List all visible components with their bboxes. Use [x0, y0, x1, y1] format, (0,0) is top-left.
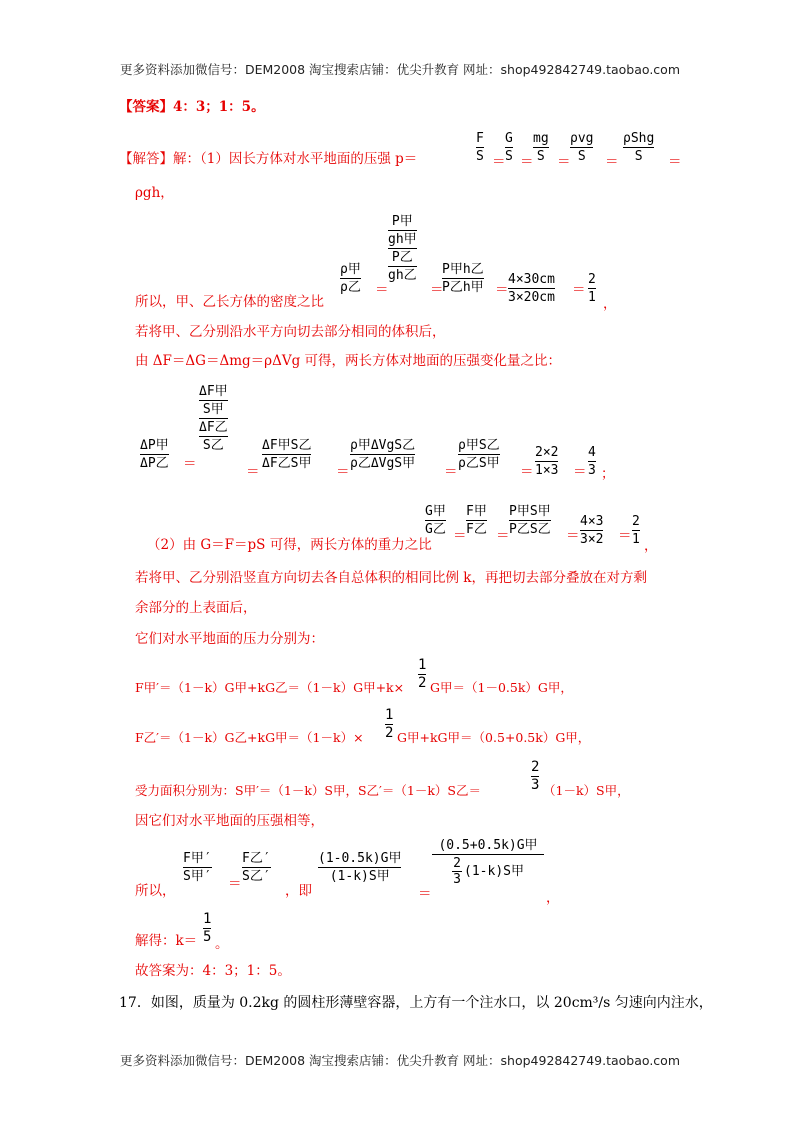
area-b: （1－k）S甲，: [543, 783, 630, 798]
pressure-frac: G S: [505, 131, 513, 164]
cut-line: 若将甲、乙分别沿水平方向切去部分相同的体积后，: [135, 324, 446, 340]
weight-frac-b: F甲 F乙: [466, 504, 487, 537]
two-thirds-frac: 2 3: [531, 759, 540, 793]
solution-intro: 【解答】解：（1）因长方体对水平地面的压强 p＝: [119, 151, 418, 167]
eq-frac-c: (1-0.5k)G甲 (1-k)S甲: [318, 851, 402, 884]
vertical-cut-2: 余部分的上表面后，: [135, 600, 257, 616]
f-jia-b: G甲＝（1－0.5k）G甲，: [430, 680, 573, 695]
half-frac-2: 1 2: [385, 707, 394, 741]
final-answer: 故答案为：4：3；1：5。: [135, 963, 291, 979]
weight-frac-d: 4×3 3×2: [580, 514, 604, 547]
force-intro: 它们对水平地面的压力分别为：: [135, 631, 324, 647]
density-frac-a: ρ甲 ρ乙: [340, 262, 361, 295]
so-label: 所以，: [135, 883, 176, 899]
page-footer: 更多资料添加微信号：DEM2008 淘宝搜索店铺：优尖升教育 网址：shop492842749.taobao.com: [119, 1053, 681, 1068]
delta-frac-f: 2×2 1×3: [535, 445, 559, 478]
equals-sign: ＝: [492, 154, 506, 170]
delta-frac-c: ΔF甲S乙 ΔF乙S甲: [262, 438, 312, 471]
weight-frac-a: G甲 G乙: [425, 504, 446, 537]
delta-frac-g: 4 3: [588, 445, 596, 478]
f-yi-a: F乙′＝（1－k）G乙+kG甲＝（1－k）×: [135, 730, 364, 745]
delta-frac-b: ΔF甲 S甲 ΔF乙 S乙: [199, 384, 228, 453]
density-intro: 所以，甲、乙长方体的密度之比: [135, 294, 324, 310]
page-header: 更多资料添加微信号：DEM2008 淘宝搜索店铺：优尖升教育 网址：shop492842749.taobao.com: [119, 62, 681, 77]
equals-sign: ＝: [668, 154, 682, 170]
weight-frac-e: 2 1: [632, 514, 640, 547]
part2-intro: （2）由 G＝F＝pS 可得，两长方体的重力之比: [147, 537, 432, 553]
ji-label: ，即: [285, 883, 312, 899]
delta-frac-d: ρ甲ΔVgS乙 ρ乙ΔVgS甲: [350, 438, 416, 471]
f-yi-b: G甲+kG甲＝（0.5+0.5k）G甲，: [397, 730, 591, 745]
equals-sign: ＝: [520, 154, 534, 170]
delta-line: 由 ΔF＝ΔG＝Δmg＝ρΔVg 可得，两长方体对地面的压强变化量之比：: [135, 353, 562, 369]
equal-line: 因它们对水平地面的压强相等，: [135, 813, 324, 829]
k-frac: 1 5: [203, 911, 212, 945]
pressure-frac: ρShg S: [623, 131, 655, 164]
weight-frac-c: P甲S甲 P乙S乙: [509, 504, 551, 537]
equals-sign: ＝: [557, 154, 571, 170]
eq-frac-b: F乙′ S乙′: [242, 851, 271, 884]
pressure-frac: mg S: [533, 131, 549, 164]
area-a: 受力面积分别为：S甲′＝（1－k）S甲，S乙′＝（1－k）S乙＝: [135, 783, 481, 798]
f-jia-a: F甲′＝（1－k）G甲+kG乙＝（1－k）G甲+k×: [135, 680, 405, 695]
pressure-frac: F S: [476, 131, 484, 164]
density-frac-d: 4×30cm 3×20cm: [508, 272, 555, 305]
delta-frac-a: ΔP甲 ΔP乙: [140, 438, 169, 471]
density-frac-c: P甲h乙 P乙h甲: [442, 262, 484, 295]
solve-label: 解得：k＝: [135, 933, 198, 949]
rho-gh: ρgh，: [135, 185, 174, 201]
eq-frac-d: (0.5+0.5k)G甲 2 3 (1-k)S甲: [432, 838, 544, 887]
delta-frac-e: ρ甲S乙 ρ乙S甲: [458, 438, 500, 471]
density-frac-b: P甲 gh甲 P乙 gh乙: [388, 214, 417, 283]
half-frac-1: 1 2: [418, 657, 427, 691]
pressure-frac: ρvg S: [570, 131, 594, 164]
question-17: 17．如图，质量为 0.2kg 的圆柱形薄壁容器，上方有一个注水口，以 20cm³/s 匀速向内注水，: [119, 995, 713, 1011]
density-frac-e: 2 1: [588, 272, 596, 305]
answer-line: 【答案】4：3；1：5。: [119, 99, 265, 115]
equals-sign: ＝: [605, 154, 619, 170]
eq-frac-a: F甲′ S甲′: [183, 851, 212, 884]
vertical-cut-1: 若将甲、乙分别沿竖直方向切去各自总体积的相同比例 k，再把切去部分叠放在对方剩: [135, 570, 647, 586]
